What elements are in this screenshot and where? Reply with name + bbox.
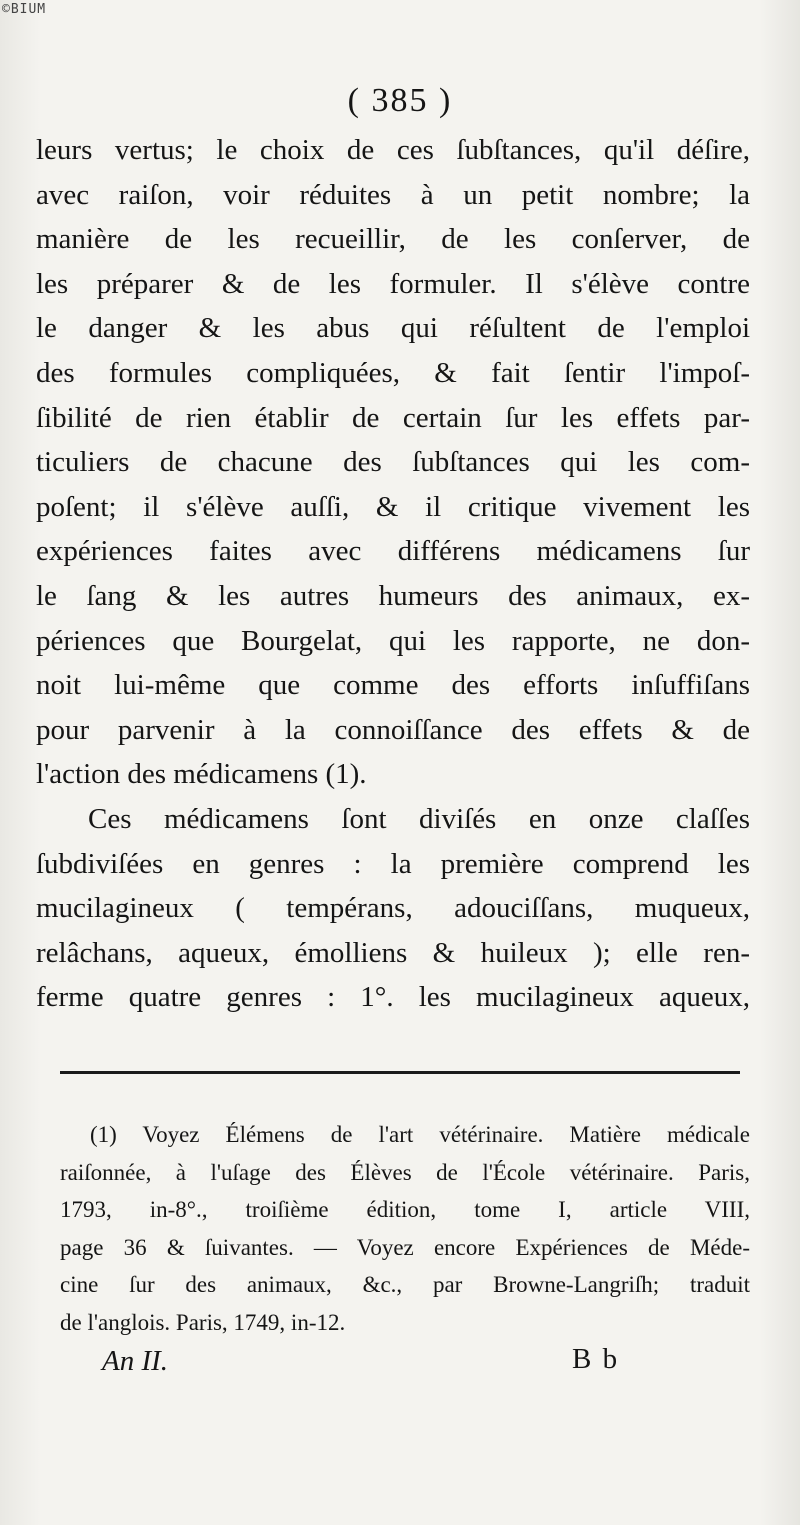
body-line: Ces médicamens ſont diviſés en onze claſſes (88, 802, 750, 835)
watermark: ©BIUM (2, 2, 47, 17)
footnote (60, 1116, 750, 1341)
footnote-line: (1) Voyez Élémens de l'art vétérinaire. Matière médicale (90, 1122, 750, 1147)
body-line: l'action des médicamens (1). (36, 758, 367, 791)
page-number: ( 385 ) (347, 82, 453, 119)
body-line: ſubdiviſées en genres : la première comprend les (36, 847, 750, 880)
footnote-line: de l'anglois. Paris, 1749, in-12. (60, 1309, 346, 1335)
body-line: leurs vertus; le choix de ces ſubſtances, qu'il déſire, (36, 134, 750, 166)
body-line: pour parvenir à la connoiſſance des effets & de (36, 713, 750, 746)
footnote-line: page 36 & ſuivantes. — Voyez encore Expériences de Méde- (60, 1234, 750, 1260)
footnote-line: 1793, in-8°., troiſième édition, tome I, article VIII, (60, 1197, 750, 1222)
body-line: ferme quatre genres : 1°. les mucilagineux aqueux, (36, 981, 750, 1014)
body-line: périences que Bourgelat, qui les rapporte, ne don- (36, 624, 750, 657)
body-line: ſibilité de rien établir de certain ſur les effets par- (36, 401, 750, 434)
body-line: avec raiſon, voir réduites à un petit nombre; la (36, 178, 750, 211)
signature-mark-right: B b (572, 1343, 620, 1375)
body-line: ticuliers de chacune des ſubſtances qui les com- (36, 446, 750, 479)
body-line: des formules compliquées, & fait ſentir l'impoſ- (36, 356, 750, 389)
body-line: expériences faites avec différens médicamens ſur (36, 535, 750, 568)
body-line: noit lui-même que comme des efforts inſuffiſans (36, 669, 750, 702)
body-line: manière de les recueillir, de les conſerver, de (36, 223, 750, 256)
footnote-line: cine ſur des animaux, &c., par Browne-Langriſh; traduit (60, 1272, 750, 1297)
body-text (36, 128, 750, 1020)
body-line: mucilagineux ( tempérans, adouciſſans, muqueux, (36, 892, 750, 925)
signature-mark-left: An II. (102, 1345, 169, 1377)
body-line: les préparer & de les formuler. Il s'élève contre (36, 267, 750, 300)
body-line: le ſang & les autres humeurs des animaux, ex- (36, 579, 750, 612)
body-line: relâchans, aqueux, émolliens & huileux ); elle ren- (36, 936, 750, 969)
body-line: le danger & les abus qui réſultent de l'emploi (36, 312, 750, 345)
footnote-rule (60, 1071, 740, 1074)
footnote-line: raiſonnée, à l'uſage des Élèves de l'École vétérinaire. Paris, (60, 1159, 750, 1185)
body-line: poſent; il s'élève auſſi, & il critique vivement les (36, 490, 750, 523)
